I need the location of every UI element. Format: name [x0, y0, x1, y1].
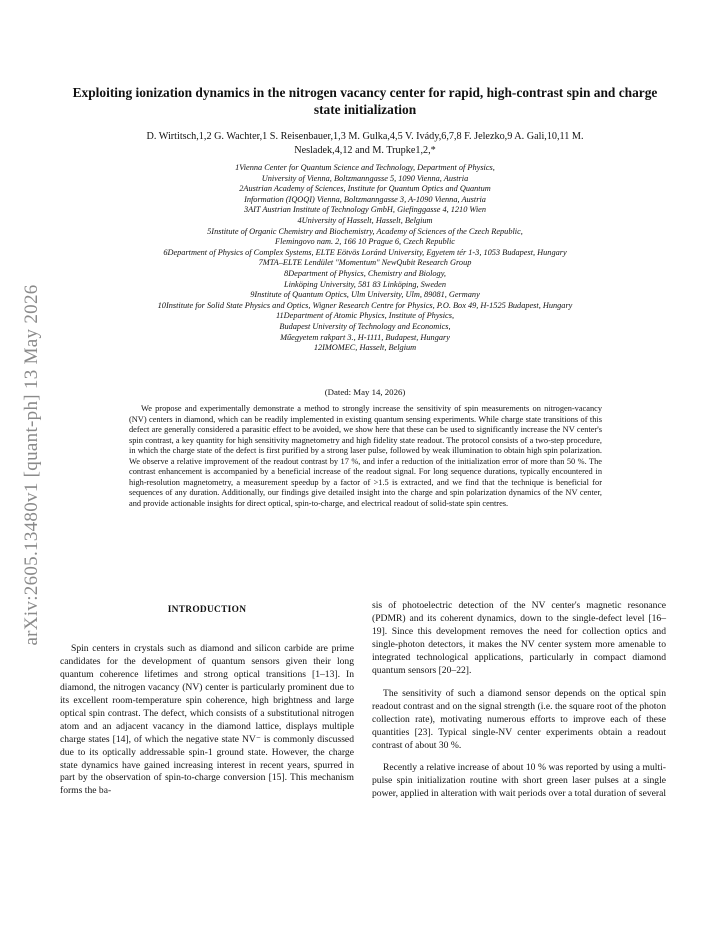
paper-title: Exploiting ionization dynamics in the nitrogen vacancy center for rapid, high-contrast spin and charge state initialization	[72, 85, 658, 117]
affiliation-line: 4University of Hasselt, Hasselt, Belgium	[297, 215, 433, 225]
affiliation-line: Linköping University, 581 83 Linköping, Sweden	[283, 279, 446, 289]
affiliation-line: Budapest University of Technology and Economics,	[279, 321, 451, 331]
affiliation-line: 8Department of Physics, Chemistry and Biology,	[284, 268, 446, 278]
affiliation-line: Information (IQOQI) Vienna, Boltzmanngasse 3, A-1090 Vienna, Austria	[244, 194, 486, 204]
paragraph: sis of photoelectric detection of the NV center's magnetic resonance (PDMR) and its coherent dynamics, down to the single-defect level [16–19]. Since this development removes the need for collection optics and single-photon detectors, it makes the NV center system more amenable to integrated technological applications, particularly in compact diamond quantum sensors [20–22].	[372, 600, 666, 676]
affiliation-line: 11Department of Atomic Physics, Institute of Physics,	[275, 311, 455, 321]
author-list: D. Wirtitsch,1,2 G. Wachter,1 S. Reisenbauer,1,3 M. Gulka,4,5 V. Ivády,6,7,8 F. Jelezko,9 A. Gali,10,11 M. Nesladek,4,12 and M. Trupke1,2,*	[146, 131, 584, 156]
left-column	[60, 604, 354, 808]
paragraph: The sensitivity of such a diamond sensor depends on the optical spin readout contrast and on the signal strength (i.e. the square root of the photon collection rate), motivating numerous efforts to improve each of these quantities [23]. Typical single-NV center experiments obtain a readout contrast of about 30 %.	[372, 687, 666, 751]
affiliation-line: 9Institute of Quantum Optics, Ulm University, Ulm, 89081, Germany	[250, 290, 480, 300]
section-heading: INTRODUCTION	[167, 605, 247, 615]
arxiv-identifier: arXiv:2605.13480v1 [quant-ph] 13 May 2026	[21, 284, 42, 646]
affiliation-line: 1Vienna Center for Quantum Science and Technology, Department of Physics,	[235, 163, 495, 172]
affiliation-line: 6Department of Physics of Complex Systems, ELTE Eötvös Loránd University, Egyetem tér 1-3, 1053 Budapest, Hungary	[163, 247, 567, 257]
affiliation-line: 10Institute for Solid State Physics and Optics, Wigner Research Centre for Physics, P.O. Box 49, H-1525 Budapest, Hungary	[157, 300, 573, 310]
affiliation-line: 12IMOMEC, Hasselt, Belgium	[313, 343, 417, 353]
affiliation-line: 7MTA–ELTE Lendület "Momentum" NewQubit Research Group	[258, 258, 472, 268]
affiliation-line: 3AIT Austrian Institute of Technology GmbH, Giefinggasse 4, 1210 Wien	[243, 205, 487, 215]
affiliation-line: 2Austrian Academy of Sciences, Institute for Quantum Optics and Quantum	[239, 184, 491, 194]
affiliation-line: 5Institute of Organic Chemistry and Biochemistry, Academy of Sciences of the Czech Republic,	[207, 226, 523, 236]
affiliation-list	[50, 163, 680, 354]
abstract: We propose and experimentally demonstrate a method to strongly increase the sensitivity of spin measurements on nitrogen-vacancy (NV) centers in diamond, which can be readily implemented in existing quantum sensing experiments. While charge state transitions of this defect are generally considered a parasitic effect to be avoided, we show here that these can be used to significantly increase the NV center's spin contrast, a key quantity for high sensitivity magnetometry and high fidelity state readout. The protocol consists of a two-step procedure, in which the charge state of the defect is first purified by a strong laser pulse, followed by weak illumination to obtain high spin polarization. We observe a relative improvement of the readout contrast by 17 %, and infer a reduction of the initialization error of more than 50 %. The contrast enhancement is accompanied by a beneficial increase of the readout signal. For long sequence durations, typically encountered in high-resolution magnetometry, a measurement speedup by a factor of >1.5 is extracted, and we find that the technique is beneficial for sequences of any duration. Additionally, our findings give detailed insight into the charge and spin polarization dynamics of the NV center, and provide actionable insights for direct optical, spin-to-charge, and electrical readout of solid-state spin centres.	[129, 404, 602, 508]
affiliation-line: Flemingovo nam. 2, 166 10 Prague 6, Czech Republic	[275, 237, 455, 247]
date-line: (Dated: May 14, 2026)	[324, 387, 406, 397]
affiliation-line: University of Vienna, Boltzmanngasse 5, 1090 Vienna, Austria	[261, 173, 469, 183]
affiliation-line: Műegyetem rakpart 3., H-1111, Budapest, Hungary	[280, 332, 450, 342]
right-column	[372, 600, 666, 811]
paragraph: Spin centers in crystals such as diamond and silicon carbide are prime candidates for the development of quantum sensors given their long quantum coherence lifetimes and strong optical transitions [1–13]. In diamond, the nitrogen vacancy (NV) center is particularly prominent due to its excellent room-temperature spin coherence, high brightness and large optical spin contrast. The defect, which consists of a substitutional nitrogen atom and an adjacent vacancy in the diamond lattice, displays multiple charge states [14], of which the negative state NV⁻ is commonly discussed due to its optically addressable spin-1 ground state. However, the charge state dynamics have gained increasing interest in recent years, spurred in part by the observation of spin-to-charge conversion [15]. This mechanism forms the ba-	[60, 642, 354, 797]
arxiv-identifier-stamp	[22, 230, 42, 700]
paragraph: Recently a relative increase of about 10 % was reported by using a multi-pulse spin initialization routine with short green laser pulses at a single power, applied in alteration with wait periods over a total duration of several	[372, 762, 666, 800]
